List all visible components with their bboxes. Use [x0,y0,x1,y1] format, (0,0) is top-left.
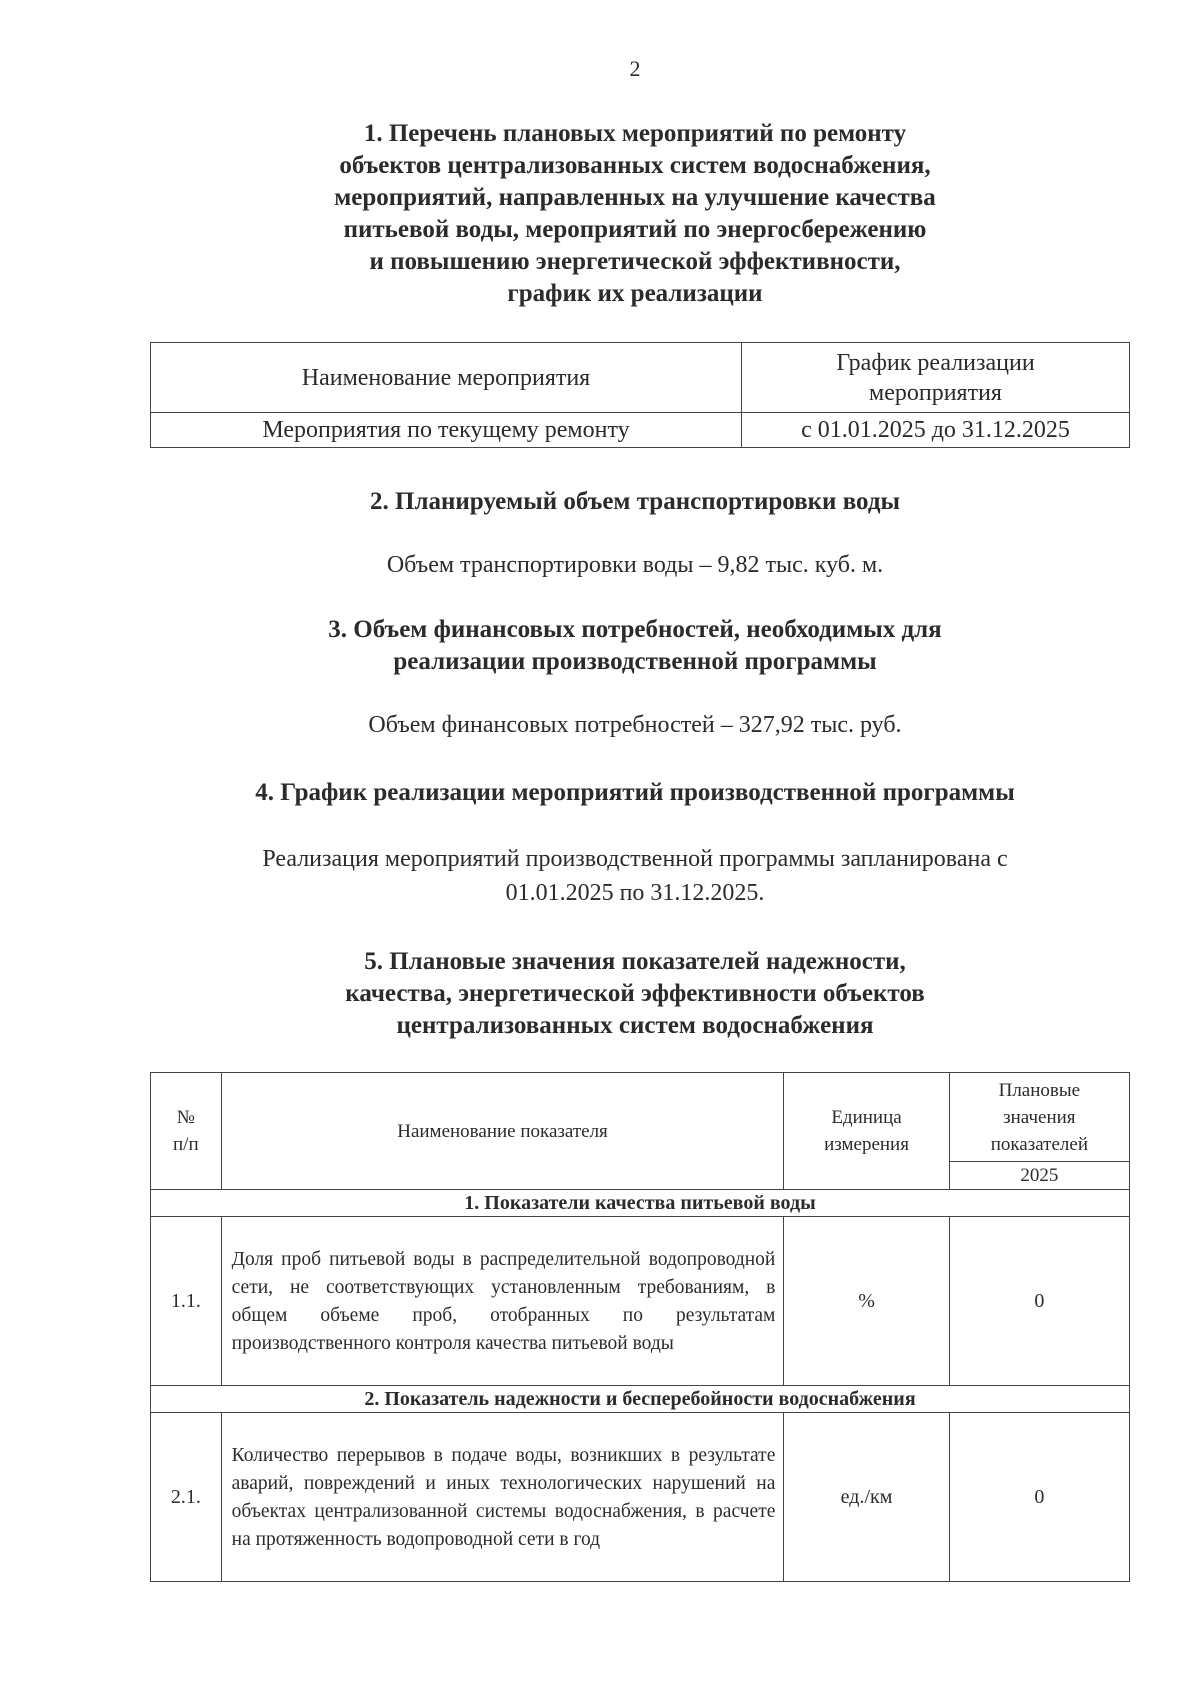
header-line: Плановые [998,1079,1081,1101]
column-header-indicator-name: Наименование показателя [221,1073,784,1190]
heading-line: централизованных систем водоснабжения [396,1012,874,1039]
heading-line: питьевой воды, мероприятий по энергосбережению [343,216,927,243]
schedule-cell: с 01.01.2025 до 31.12.2025 [742,413,1130,448]
unit-cell: % [784,1217,949,1386]
schedule-header-line: мероприятия [869,379,1002,406]
heading-line: мероприятий, направленных на улучшение качества [334,184,936,211]
transport-volume-text: Объем транспортировки воды – 9,82 тыс. куб. м. [386,552,884,578]
unit-cell: ед./км [784,1413,949,1582]
page-number: 2 [629,56,641,81]
heading-line: 3. Объем финансовых потребностей, необходимых для [328,616,942,643]
indicators-table [150,1072,1130,1582]
value-cell: 0 [949,1413,1129,1582]
column-header-planned-values [949,1073,1129,1162]
measure-name-cell: Мероприятия по текущему ремонту [151,413,742,448]
heading-line: график их реализации [507,280,763,307]
indicator-name-cell: Доля проб питьевой воды в распределительной водопроводной сети, не соответствующих установленным требованиям, в общем объеме проб, отобранных по результатам производственного контроля качества питьевой воды [221,1217,784,1386]
column-header-measure-name: Наименование мероприятия [151,343,742,413]
text-line: 01.01.2025 по 31.12.2025. [505,880,765,906]
row-number-cell: 2.1. [151,1413,222,1582]
section-1-heading [140,118,1130,310]
table-row [151,1413,1130,1582]
heading-line: объектов централизованных систем водоснабжения, [339,152,931,179]
column-header-schedule [742,343,1130,413]
heading-line: реализации производственной программы [393,648,877,675]
table-group-row [151,1386,1130,1413]
schedule-text [140,842,1130,910]
section-3-heading [140,614,1130,678]
text-line: Реализация мероприятий производственной программы запланирована с [262,846,1008,872]
heading-line: 1. Перечень плановых мероприятий по ремонту [363,120,907,147]
header-line: измерения [824,1134,909,1155]
heading-line: 5. Плановые значения показателей надежности, [364,948,906,975]
group-title-quality: 1. Показатели качества питьевой воды [151,1190,1130,1217]
header-line: значения [1003,1106,1076,1128]
column-header-number [151,1073,222,1190]
column-header-unit [784,1073,949,1190]
financial-needs-text: Объем финансовых потребностей – 327,92 тыс. руб. [368,712,902,738]
table-header-row [151,343,1130,413]
row-number-cell: 1.1. [151,1217,222,1386]
value-cell: 0 [949,1217,1129,1386]
header-line: № [176,1107,195,1128]
heading-line: качества, энергетической эффективности объектов [345,980,925,1007]
column-header-year: 2025 [949,1162,1129,1190]
heading-line: и повышению энергетической эффективности, [369,248,901,275]
section-4-heading: 4. График реализации мероприятий производственной программы [255,779,1015,806]
header-line: п/п [173,1134,199,1155]
repair-measures-table [150,342,1130,448]
table-header-row [151,1073,1130,1162]
table-group-row [151,1190,1130,1217]
table-row [151,413,1130,448]
header-line: Единица [831,1107,902,1128]
schedule-header-line: График реализации [836,349,1035,376]
indicator-name-cell: Количество перерывов в подаче воды, возникших в результате аварий, повреждений и иных технологических нарушений на объектах централизованной системы водоснабжения, в расчете на протяженность водопроводной сети в год [221,1413,784,1582]
table-row [151,1217,1130,1386]
section-2-heading: 2. Планируемый объем транспортировки воды [370,488,900,515]
group-title-reliability: 2. Показатель надежности и бесперебойности водоснабжения [151,1386,1130,1413]
section-5-heading [140,946,1130,1042]
header-line: показателей [990,1133,1088,1155]
